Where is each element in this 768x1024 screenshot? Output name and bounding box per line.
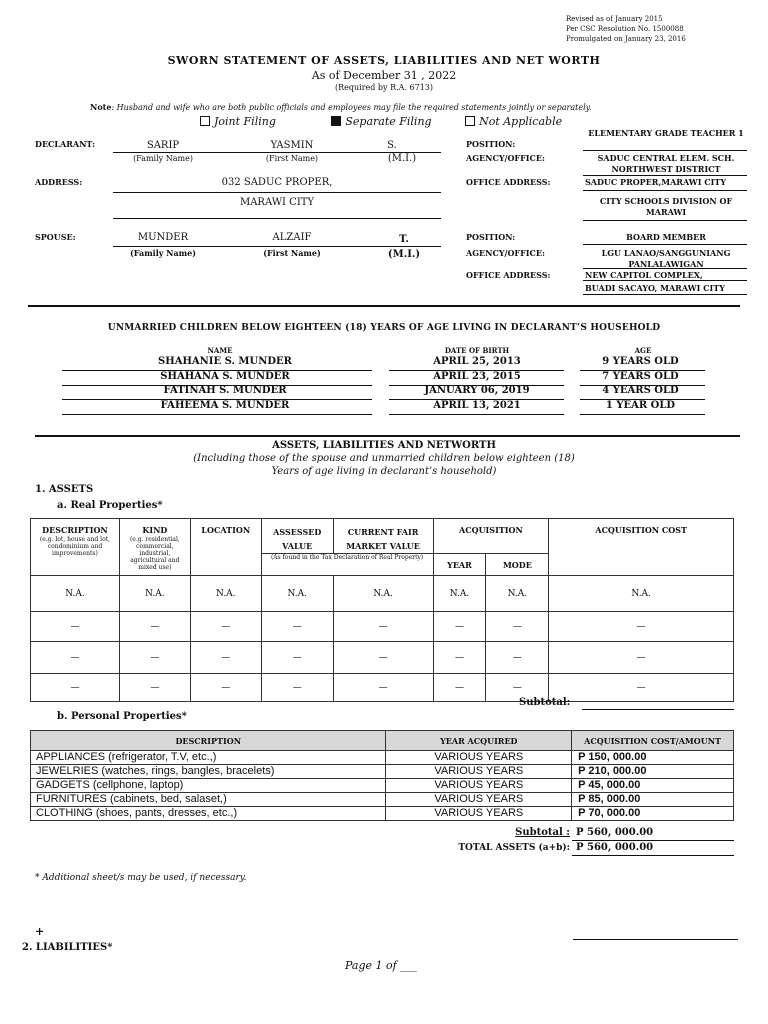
- promulgated-text: Promulgated on January 23, 2016: [566, 35, 686, 43]
- pp-description-cell: FURNITURES (cabinets, bed, salaset,): [31, 793, 386, 807]
- spouse-position-label: POSITION:: [466, 232, 516, 242]
- joint-filing-label: Joint Filing: [214, 115, 276, 128]
- children-title: UNMARRIED CHILDREN BELOW EIGHTEEN (18) YEARS OF AGE LIVING IN DECLARANT’S HOUSEHOLD: [107, 323, 661, 333]
- child-name: SHAHANA S. MUNDER: [160, 371, 290, 382]
- pp-description-cell: CLOTHING (shoes, pants, dresses, etc.,): [31, 807, 386, 821]
- rp-acquisition-header: ACQUISITION: [433, 519, 549, 554]
- rp-cell: —: [261, 674, 333, 702]
- rp-year-header: YEAR: [433, 554, 486, 576]
- rp-cell: —: [433, 642, 486, 674]
- pp-cost-cell: P 210, 000.00: [572, 765, 734, 779]
- spouse-family-caption: (Family Name): [129, 248, 197, 258]
- rp-cell: —: [433, 674, 486, 702]
- table-row: [31, 779, 734, 793]
- declarant-mi: S.: [387, 140, 397, 151]
- note: [90, 102, 592, 112]
- child-dob: APRIL 25, 2013: [433, 356, 521, 367]
- child-name: FATINAH S. MUNDER: [163, 385, 287, 396]
- declarant-family-caption: (Family Name): [133, 154, 193, 163]
- filing-options: [200, 115, 562, 128]
- pp-cost-cell: P 45, 000.00: [572, 779, 734, 793]
- child-dob: APRIL 23, 2015: [433, 371, 521, 382]
- rp-kind-header: [119, 519, 190, 576]
- liabilities-heading: 2. LIABILITIES*: [22, 942, 113, 953]
- declarant-first-name: YASMIN: [270, 140, 314, 151]
- pp-year-cell: VARIOUS YEARS: [386, 751, 572, 765]
- declarant-agency: SADUC CENTRAL ELEM. SCH. NORTHWEST DISTRICT: [597, 153, 735, 174]
- section-divider: [28, 305, 740, 307]
- children-age-header: AGE: [634, 346, 652, 355]
- separate-filing-label: Separate Filing: [345, 115, 432, 128]
- table-row: [31, 612, 734, 642]
- rp-description-note: (e.g. lot, house and lot, condominium and improvements): [39, 536, 111, 557]
- rp-cell: —: [119, 642, 190, 674]
- spouse-label: SPOUSE:: [35, 232, 76, 242]
- rp-cell: —: [261, 612, 333, 642]
- rp-cell: N.A.: [190, 576, 261, 612]
- rp-kind-title: KIND: [142, 525, 168, 535]
- rp-cell: —: [119, 612, 190, 642]
- pp-year-cell: VARIOUS YEARS: [386, 807, 572, 821]
- children-dob-header: DATE OF BIRTH: [444, 346, 510, 355]
- required-by: (Required by R.A. 6713): [334, 83, 434, 92]
- pp-cost-cell: P 150, 000.00: [572, 751, 734, 765]
- declarant-family-name: SARIP: [146, 140, 180, 151]
- spouse-first-name: ALZAIF: [272, 232, 312, 243]
- declarant-mi-caption: (M.I.): [387, 153, 417, 164]
- child-dob: JANUARY 06, 2019: [424, 385, 530, 396]
- rp-cell: —: [31, 642, 120, 674]
- not-applicable-label: Not Applicable: [479, 115, 563, 128]
- rp-mode-header: MODE: [486, 554, 549, 576]
- pp-description-cell: APPLIANCES (refrigerator, T.V, etc.,): [31, 751, 386, 765]
- pp-year-header: YEAR ACQUIRED: [386, 731, 572, 751]
- table-row: [31, 793, 734, 807]
- rp-cell: —: [549, 674, 734, 702]
- spouse-first-caption: (First Name): [263, 248, 321, 258]
- pp-year-cell: VARIOUS YEARS: [386, 779, 572, 793]
- rp-description-title: DESCRIPTION: [42, 525, 108, 535]
- child-age: 7 YEARS OLD: [602, 371, 679, 382]
- not-applicable-option[interactable]: [465, 115, 562, 128]
- pp-cost-header: ACQUISITION COST/AMOUNT: [572, 731, 734, 751]
- note-text: : Husband and wife who are both public officials and employees may file the required statements jointly or separately.: [111, 103, 592, 112]
- spouse-office-address-2: BUADI SACAYO, MARAWI CITY: [585, 283, 725, 293]
- rp-cell: —: [119, 674, 190, 702]
- personal-properties-table: [30, 730, 734, 821]
- alnw-title: ASSETS, LIABILITIES AND NETWORTH: [272, 440, 496, 451]
- rp-cell: —: [486, 642, 549, 674]
- pp-description-header: DESCRIPTION: [31, 731, 386, 751]
- rp-cell: —: [486, 612, 549, 642]
- spouse-position: BOARD MEMBER: [626, 232, 706, 242]
- declarant-office-address-2: CITY SCHOOLS DIVISION OF MARAWI: [599, 196, 733, 217]
- rp-cell: —: [486, 674, 549, 702]
- table-row: [31, 674, 734, 702]
- alnw-subtitle-2: Years of age living in declarant’s household): [271, 466, 497, 477]
- section-divider-2: [35, 435, 740, 437]
- revision-info: [566, 14, 686, 44]
- document-title: SWORN STATEMENT OF ASSETS, LIABILITIES AND NET WORTH: [167, 54, 601, 67]
- rp-description-header: [31, 519, 120, 576]
- table-row: [31, 642, 734, 674]
- total-assets-value: P 560, 000.00: [576, 842, 654, 853]
- pp-subtotal-value: P 560, 000.00: [576, 827, 654, 838]
- rp-cell: N.A.: [333, 576, 433, 612]
- not-applicable-checkbox[interactable]: [465, 116, 475, 126]
- rp-cell: N.A.: [549, 576, 734, 612]
- pp-subtotal-label: [466, 827, 570, 838]
- real-properties-table: [30, 518, 734, 702]
- separate-filing-option[interactable]: [331, 115, 431, 128]
- plus-sign: +: [35, 925, 45, 938]
- rp-tax-note: (As found in the Tax Declaration of Real Property): [261, 554, 433, 576]
- real-properties-heading: a. Real Properties*: [57, 500, 163, 511]
- rp-cell: —: [190, 612, 261, 642]
- children-name-header: NAME: [207, 346, 233, 355]
- rp-subtotal-label: Subtotal:: [519, 697, 571, 708]
- rp-cell: N.A.: [31, 576, 120, 612]
- note-label: Note: [90, 102, 112, 112]
- spouse-office-address-1: NEW CAPITOL COMPLEX,: [585, 270, 703, 280]
- page-number: Page 1 of ___: [345, 959, 417, 972]
- spouse-mi: T.: [399, 234, 409, 245]
- child-name: SHAHANIE S. MUNDER: [158, 356, 292, 367]
- total-assets-label: TOTAL ASSETS (a+b):: [458, 843, 570, 853]
- declarant-label: DECLARANT:: [35, 139, 96, 149]
- resolution-text: Per CSC Resolution No. 1500088: [566, 25, 684, 33]
- child-age: 1 YEAR OLD: [605, 400, 676, 411]
- office-address-label: OFFICE ADDRESS:: [466, 177, 551, 187]
- child-name: FAHEEMA S. MUNDER: [160, 400, 290, 411]
- spouse-mi-caption: (M.I.): [387, 249, 421, 260]
- rp-cell: N.A.: [433, 576, 486, 612]
- pp-cost-cell: P 85, 000.00: [572, 793, 734, 807]
- child-dob: APRIL 13, 2021: [433, 400, 521, 411]
- table-row: [31, 751, 734, 765]
- additional-sheet-note: * Additional sheet/s may be used, if necessary.: [35, 873, 247, 883]
- agency-label: AGENCY/OFFICE:: [466, 153, 545, 163]
- separate-filing-checkbox[interactable]: [331, 116, 341, 126]
- rp-cell: —: [190, 674, 261, 702]
- as-of-date: As of December 31 , 2022: [311, 69, 457, 82]
- rp-fair-market-header: CURRENT FAIR MARKET VALUE: [333, 519, 433, 554]
- revised-text: Revised as of January 2015: [566, 15, 663, 23]
- joint-filing-option[interactable]: [200, 115, 276, 128]
- address-line-1: 032 SADUC PROPER,: [221, 177, 333, 188]
- rp-kind-note: (e.g. residential, commercial, industrial, agricultural and mixed use): [129, 536, 180, 571]
- pp-cost-cell: P 70, 000.00: [572, 807, 734, 821]
- spouse-agency: LGU LANAO/SANGGUNIANG PANLALAWIGAN: [601, 248, 731, 269]
- pp-description-cell: JEWELRIES (watches, rings, bangles, bracelets): [31, 765, 386, 779]
- pp-subtotal-label-text: Subtotal :: [515, 827, 570, 838]
- rp-cell: —: [549, 612, 734, 642]
- rp-cell: —: [190, 642, 261, 674]
- rp-cell: N.A.: [486, 576, 549, 612]
- pp-year-cell: VARIOUS YEARS: [386, 793, 572, 807]
- personal-properties-heading: b. Personal Properties*: [57, 711, 187, 722]
- table-row: [31, 765, 734, 779]
- rp-location-header: LOCATION: [190, 519, 261, 576]
- spouse-family-name: MUNDER: [137, 232, 189, 243]
- spouse-office-address-label: OFFICE ADDRESS:: [466, 270, 551, 280]
- child-age: 9 YEARS OLD: [602, 356, 679, 367]
- address-line-2: MARAWI CITY: [239, 197, 315, 208]
- joint-filing-checkbox[interactable]: [200, 116, 210, 126]
- table-row: [31, 576, 734, 612]
- rp-cell: —: [333, 642, 433, 674]
- address-label: ADDRESS:: [35, 177, 83, 187]
- rp-cell: —: [333, 674, 433, 702]
- rp-cell: —: [261, 642, 333, 674]
- rp-subtotal-line: [582, 709, 734, 710]
- assets-heading: 1. ASSETS: [35, 484, 94, 495]
- rp-cell: —: [433, 612, 486, 642]
- pp-year-cell: VARIOUS YEARS: [386, 765, 572, 779]
- rp-cell: —: [549, 642, 734, 674]
- declarant-position: ELEMENTARY GRADE TEACHER 1: [588, 128, 744, 138]
- rp-cell: —: [333, 612, 433, 642]
- pp-description-cell: GADGETS (cellphone, laptop): [31, 779, 386, 793]
- signature-line: [573, 939, 738, 940]
- rp-cell: —: [31, 612, 120, 642]
- child-age: 4 YEARS OLD: [602, 385, 679, 396]
- declarant-first-caption: (First Name): [265, 154, 319, 163]
- rp-cost-header: ACQUISITION COST: [549, 519, 734, 576]
- rp-cell: N.A.: [261, 576, 333, 612]
- rp-cell: —: [31, 674, 120, 702]
- rp-cell: N.A.: [119, 576, 190, 612]
- alnw-subtitle-1: (Including those of the spouse and unmarried children below eighteen (18): [193, 453, 575, 464]
- table-row: [31, 807, 734, 821]
- spouse-agency-label: AGENCY/OFFICE:: [466, 248, 545, 258]
- rp-assessed-header: ASSESSED VALUE: [261, 519, 333, 554]
- declarant-office-address-1: SADUC PROPER,MARAWI CITY: [585, 177, 727, 187]
- position-label: POSITION:: [466, 139, 516, 149]
